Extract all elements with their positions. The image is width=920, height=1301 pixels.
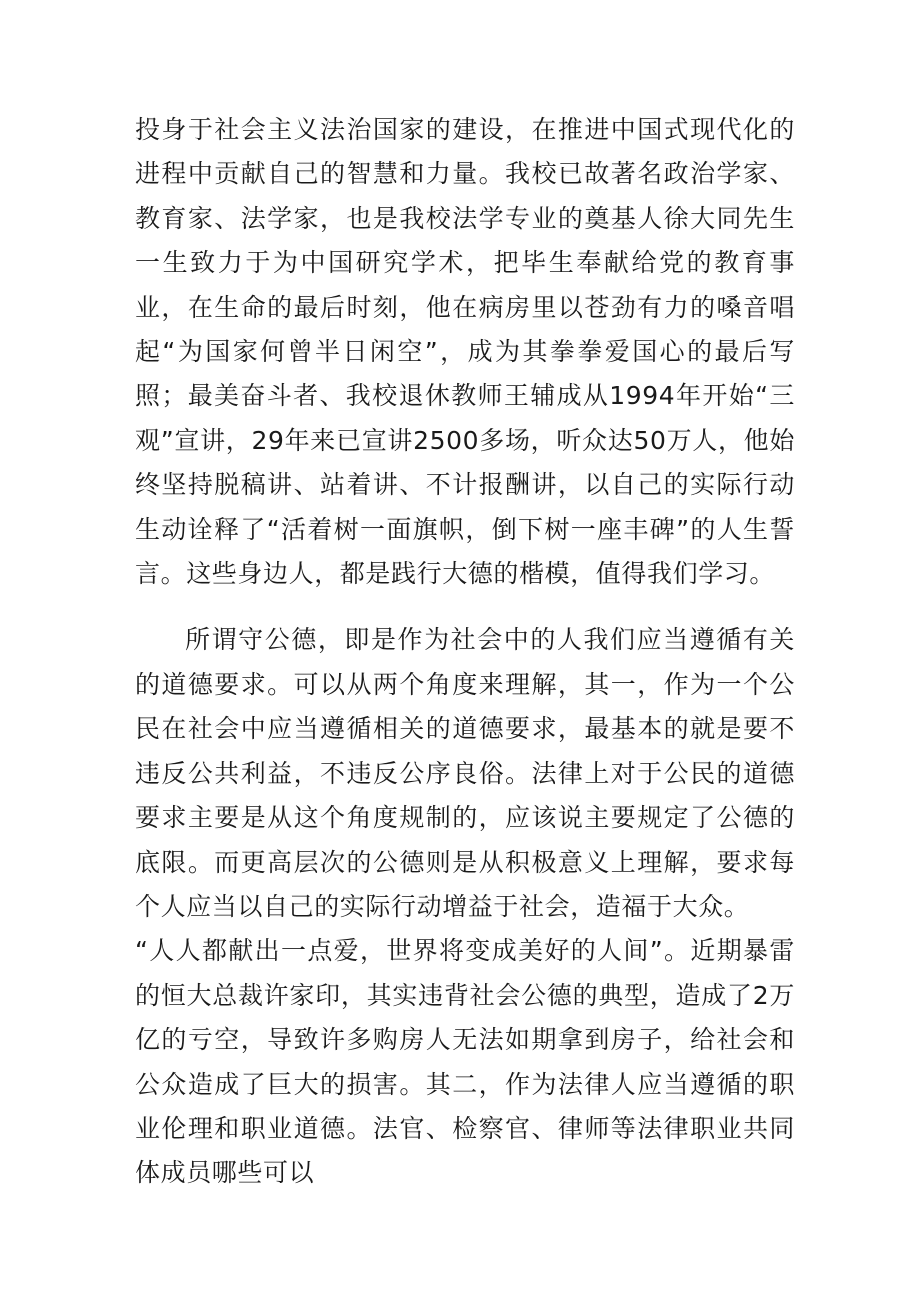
paragraph-3: “人人都献出一点爱，世界将变成美好的人间”。近期暴雷的恒大总裁许家印，其实违背社会公德的典型，造成了2万亿的亏空，导致许多购房人无法如期拿到房子，给社会和公众造成了巨大的损害。其二，作为法律人应当遵循的职业伦理和职业道德。法官、检察官、律师等法律职业共同体成员哪些可以	[135, 936, 795, 1188]
document-body	[135, 108, 795, 1196]
paragraph-2: 所谓守公德，即是作为社会中的人我们应当遵循有关的道德要求。可以从两个角度来理解，其一，作为一个公民在社会中应当遵循相关的道德要求，最基本的就是要不违反公共利益，不违反公序良俗。法律上对于公民的道德要求主要是从这个角度规制的，应该说主要规定了公德的底限。而更高层次的公德则是从积极意义上理解，要求每个人应当以自己的实际行动增益于社会，造福于大众。	[135, 625, 795, 921]
paragraph-1: 投身于社会主义法治国家的建设，在推进中国式现代化的进程中贡献自己的智慧和力量。我校已故著名政治学家、教育家、法学家，也是我校法学专业的奠基人徐大同先生一生致力于为中国研究学术，把毕生奉献给党的教育事业，在生命的最后时刻，他在病房里以苍劲有力的嗓音唱起“为国家何曾半日闲空”，成为其拳拳爱国心的最后写照；最美奋斗者、我校退休教师王辅成从1994年开始“三观”宣讲，29年来已宣讲2500多场，听众达50万人，他始终坚持脱稿讲、站着讲、不计报酬讲，以自己的实际行动生动诠释了“活着树一面旗帜，倒下树一座丰碑”的人生誓言。这些身边人，都是践行大德的楷模，值得我们学习。	[135, 115, 795, 589]
